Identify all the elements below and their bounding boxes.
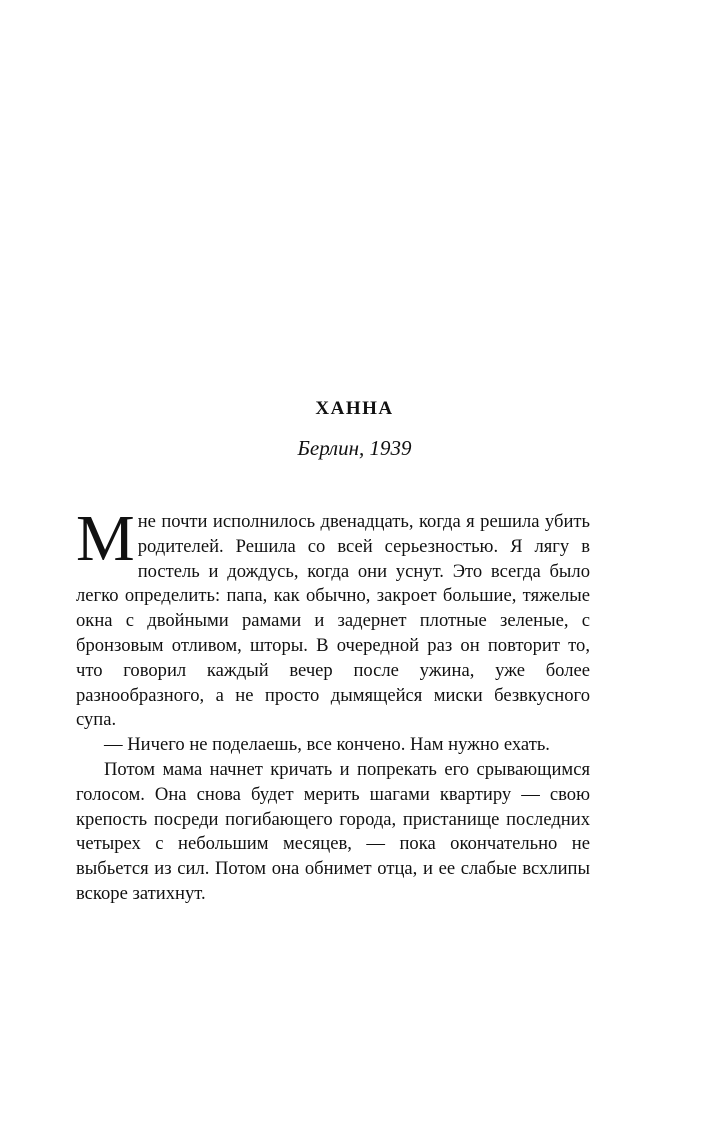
chapter-body (76, 502, 590, 907)
paragraph-1-text: не почти исполнилось двенадцать, когда я решила убить родителей. Решила со всей серьезностью. Я лягу в постель и дождусь, когда они уснут. Это всегда было легко определить: папа, как обычно, закроет большие, тяжелые окна с двойными рамами и задернет плотные зеленые, с бронзовым отливом, шторы. В очередной раз он повторит то, что говорил каждый вечер после ужина, уже более разнообразного, а не просто дымящейся миски безвкусного супа. (76, 511, 590, 731)
paragraph-3: Потом мама начнет кричать и попрекать его срывающимся голосом. Она снова будет мерить шагами квартиру — свою крепость посреди погибающего города, пристанище последних четырех с небольшим месяцев, — пока окончательно не выбьется из сил. Потом она обнимет отца, и ее слабые всхлипы вскоре затихнут. (76, 758, 590, 904)
chapter-subtitle: Берлин, 1939 (297, 436, 412, 460)
drop-cap: М (76, 502, 135, 575)
chapter-title: ХАННА (315, 398, 394, 419)
paragraph-2: — Ничего не поделаешь, все кончено. Нам нужно ехать. (104, 734, 550, 756)
paragraph-1 (76, 502, 590, 733)
